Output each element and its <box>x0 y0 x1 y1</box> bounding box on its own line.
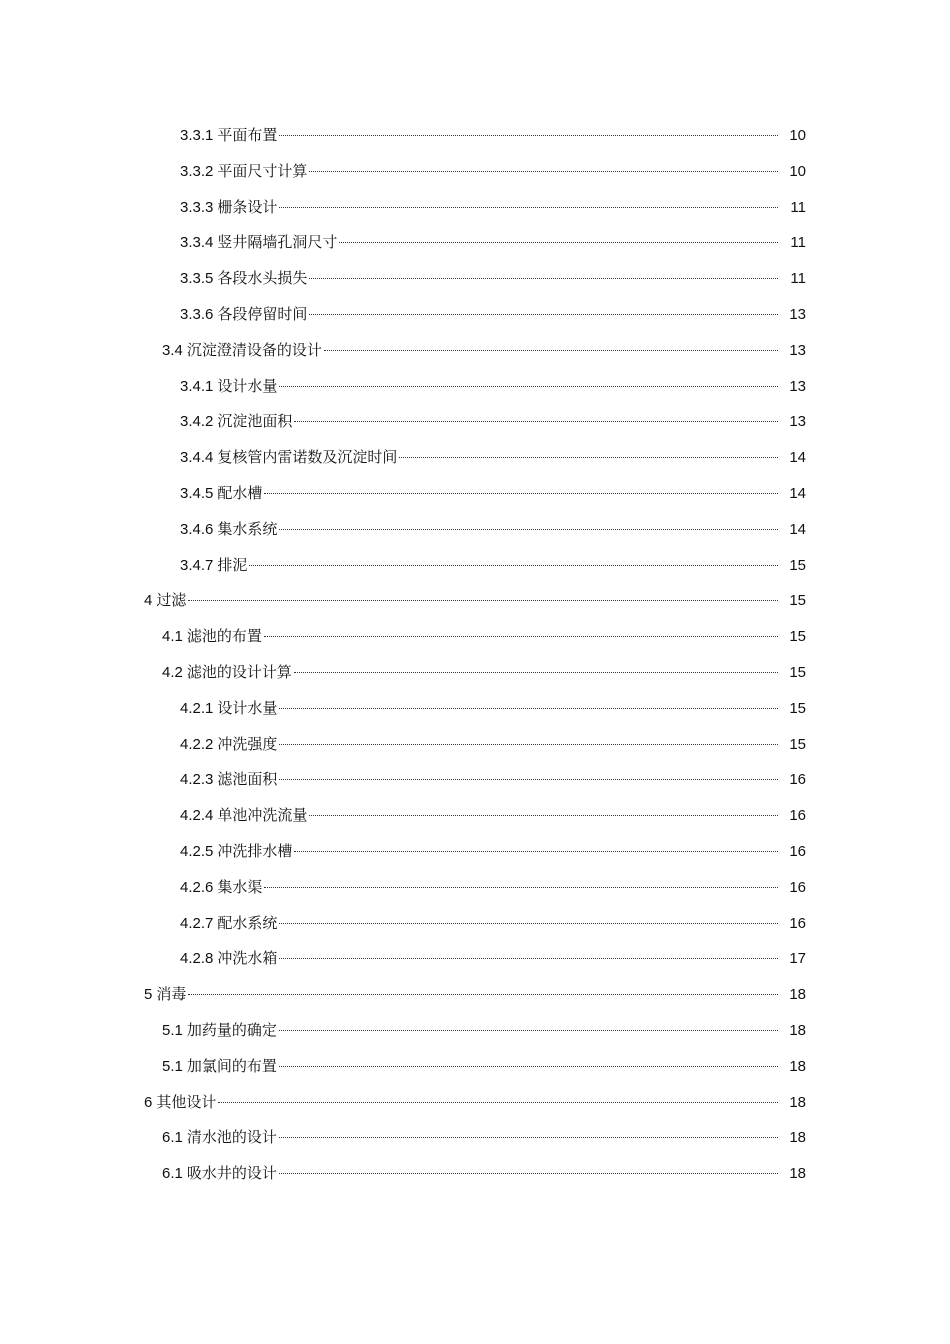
toc-entry-number: 4.2.3 <box>180 771 214 789</box>
toc-entry[interactable] <box>0 548 950 584</box>
toc-entry-page-number: 14 <box>789 484 806 502</box>
toc-entry[interactable] <box>0 225 950 261</box>
toc-entry-page-number: 10 <box>789 162 806 180</box>
toc-entry[interactable] <box>0 798 950 834</box>
toc-entry-heading <box>180 404 292 440</box>
toc-entry-number: 4.2.6 <box>180 878 214 896</box>
dot-leader <box>294 851 778 852</box>
toc-entry-title: 各段停留时间 <box>217 305 308 323</box>
toc-entry-number: 3.4.6 <box>180 520 214 538</box>
toc-entry-heading <box>180 870 262 906</box>
toc-entry[interactable] <box>0 1120 950 1156</box>
toc-entry-title: 沉淀池面积 <box>217 413 293 431</box>
toc-entry-title: 滤池面积 <box>217 771 278 789</box>
toc-entry-heading <box>180 225 337 261</box>
toc-entry-page-number: 17 <box>789 950 806 968</box>
toc-entry-page-number: 15 <box>789 699 806 717</box>
toc-entry-title: 加药量的确定 <box>186 1021 277 1039</box>
toc-entry-page-number: 11 <box>790 198 806 216</box>
toc-entry-number: 3.3.3 <box>180 198 214 216</box>
toc-entry-page-number: 16 <box>789 914 806 932</box>
toc-entry[interactable] <box>0 834 950 870</box>
toc-entry-title: 配水槽 <box>217 484 263 502</box>
toc-entry[interactable] <box>0 261 950 297</box>
toc-entry-heading <box>180 476 262 512</box>
dot-leader <box>279 529 778 530</box>
toc-entry-number: 4.2.8 <box>180 950 214 968</box>
toc-entry-page-number: 18 <box>789 1057 806 1075</box>
toc-entry-page-number: 15 <box>789 592 806 610</box>
toc-entry[interactable] <box>0 619 950 655</box>
toc-entry-title: 消毒 <box>156 986 187 1004</box>
dot-leader <box>264 887 778 888</box>
toc-entry-page-number: 15 <box>789 663 806 681</box>
toc-entry-page-number: 14 <box>789 520 806 538</box>
dot-leader <box>279 135 778 136</box>
toc-entry-page-number: 16 <box>789 878 806 896</box>
toc-entry[interactable] <box>0 977 950 1013</box>
toc-entry-heading <box>180 512 277 548</box>
toc-entry-heading <box>144 583 186 619</box>
toc-entry[interactable] <box>0 512 950 548</box>
toc-entry[interactable] <box>0 154 950 190</box>
toc-entry-number: 5.1 <box>162 1021 183 1039</box>
toc-entry-number: 4.2.2 <box>180 735 214 753</box>
toc-entry[interactable] <box>0 476 950 512</box>
dot-leader <box>339 242 778 243</box>
toc-entry-heading <box>180 440 397 476</box>
toc-entry-number: 3.4.4 <box>180 449 214 467</box>
toc-entry-heading <box>180 762 277 798</box>
dot-leader <box>279 923 778 924</box>
toc-entry[interactable] <box>0 941 950 977</box>
dot-leader <box>399 457 778 458</box>
dot-leader <box>294 421 778 422</box>
toc-entry-heading <box>162 1156 277 1192</box>
toc-entry[interactable] <box>0 727 950 763</box>
toc-entry[interactable] <box>0 404 950 440</box>
toc-entry-heading <box>162 1120 277 1156</box>
toc-entry-number: 4.2.7 <box>180 914 214 932</box>
toc-entry[interactable] <box>0 870 950 906</box>
toc-entry-heading <box>180 906 277 942</box>
toc-entry-heading <box>180 727 277 763</box>
toc-entry-page-number: 13 <box>789 305 806 323</box>
toc-entry-title: 单池冲洗流量 <box>217 807 308 825</box>
toc-entry-number: 4.2 <box>162 663 183 681</box>
toc-entry[interactable] <box>0 655 950 691</box>
dot-leader <box>279 386 778 387</box>
toc-entry-page-number: 18 <box>789 1021 806 1039</box>
toc-entry[interactable] <box>0 369 950 405</box>
toc-entry-number: 3.4.7 <box>180 556 214 574</box>
toc-entry-page-number: 18 <box>789 1129 806 1147</box>
toc-entry-title: 冲洗强度 <box>217 735 278 753</box>
dot-leader <box>309 314 778 315</box>
dot-leader <box>188 994 778 995</box>
toc-entry-heading <box>162 1049 277 1085</box>
toc-entry-heading <box>180 154 307 190</box>
dot-leader <box>279 958 778 959</box>
dot-leader <box>279 1030 778 1031</box>
toc-entry-title: 平面尺寸计算 <box>217 162 308 180</box>
dot-leader <box>264 493 778 494</box>
toc-entry-title: 沉淀澄清设备的设计 <box>186 341 322 359</box>
toc-entry-page-number: 15 <box>789 556 806 574</box>
dot-leader <box>279 207 778 208</box>
table-of-contents <box>0 118 950 1192</box>
toc-entry-title: 各段水头损失 <box>217 270 308 288</box>
toc-entry-number: 3.3.6 <box>180 305 214 323</box>
toc-entry-page-number: 16 <box>789 807 806 825</box>
toc-entry-page-number: 13 <box>789 377 806 395</box>
toc-entry-number: 6.1 <box>162 1165 183 1183</box>
dot-leader <box>279 744 778 745</box>
toc-entry[interactable] <box>0 118 950 154</box>
toc-entry[interactable] <box>0 297 950 333</box>
toc-entry-page-number: 18 <box>789 1093 806 1111</box>
toc-entry-page-number: 18 <box>789 986 806 1004</box>
dot-leader <box>309 278 778 279</box>
toc-entry-page-number: 16 <box>789 842 806 860</box>
toc-entry-title: 其他设计 <box>156 1093 217 1111</box>
toc-entry[interactable] <box>0 1085 950 1121</box>
toc-entry-number: 3.4.5 <box>180 484 214 502</box>
toc-entry[interactable] <box>0 691 950 727</box>
dot-leader <box>309 815 778 816</box>
toc-entry-heading <box>180 297 307 333</box>
toc-entry-heading <box>180 941 277 977</box>
toc-entry-page-number: 11 <box>790 270 806 288</box>
toc-entry-title: 集水系统 <box>217 520 278 538</box>
toc-entry-heading <box>180 118 277 154</box>
toc-entry-number: 3.4 <box>162 341 183 359</box>
toc-entry-heading <box>180 369 277 405</box>
toc-entry-heading <box>180 834 292 870</box>
dot-leader <box>294 672 778 673</box>
dot-leader <box>279 708 778 709</box>
toc-entry[interactable] <box>0 583 950 619</box>
toc-entry-number: 4.2.1 <box>180 699 214 717</box>
toc-entry[interactable] <box>0 762 950 798</box>
toc-entry-page-number: 18 <box>789 1165 806 1183</box>
toc-entry-heading <box>180 798 307 834</box>
dot-leader <box>324 350 778 351</box>
toc-entry-number: 3.3.2 <box>180 162 214 180</box>
toc-entry-number: 3.3.4 <box>180 234 214 252</box>
toc-entry-page-number: 15 <box>789 735 806 753</box>
toc-entry-heading <box>162 333 322 369</box>
toc-entry-title: 冲洗水箱 <box>217 950 278 968</box>
dot-leader <box>309 171 778 172</box>
toc-entry-number: 4.2.5 <box>180 842 214 860</box>
toc-entry-heading <box>162 1013 277 1049</box>
toc-entry-number: 4.1 <box>162 628 183 646</box>
toc-entry-title: 冲洗排水槽 <box>217 842 293 860</box>
toc-entry-page-number: 11 <box>790 234 806 252</box>
toc-entry-number: 5.1 <box>162 1057 183 1075</box>
toc-entry-number: 3.4.2 <box>180 413 214 431</box>
dot-leader <box>279 1173 778 1174</box>
toc-entry-title: 滤池的设计计算 <box>186 663 292 681</box>
toc-entry-page-number: 13 <box>789 413 806 431</box>
toc-entry[interactable] <box>0 440 950 476</box>
toc-entry[interactable] <box>0 1013 950 1049</box>
toc-entry-title: 集水渠 <box>217 878 263 896</box>
toc-entry-page-number: 14 <box>789 449 806 467</box>
toc-entry[interactable] <box>0 1049 950 1085</box>
toc-entry-heading <box>144 977 186 1013</box>
toc-entry-number: 4 <box>144 592 153 610</box>
dot-leader <box>264 636 778 637</box>
dot-leader <box>188 600 778 601</box>
toc-entry-number: 3.4.1 <box>180 377 214 395</box>
toc-entry[interactable] <box>0 1156 950 1192</box>
toc-entry-heading <box>162 619 262 655</box>
toc-entry-title: 配水系统 <box>217 914 278 932</box>
toc-entry-heading <box>144 1085 216 1121</box>
dot-leader <box>279 1066 778 1067</box>
toc-entry-page-number: 15 <box>789 628 806 646</box>
dot-leader <box>249 565 778 566</box>
dot-leader <box>279 1137 778 1138</box>
toc-entry-title: 滤池的布置 <box>186 628 262 646</box>
toc-entry-title: 加氯间的布置 <box>186 1057 277 1075</box>
toc-entry-number: 3.3.5 <box>180 270 214 288</box>
toc-entry-title: 清水池的设计 <box>186 1129 277 1147</box>
dot-leader <box>218 1102 778 1103</box>
toc-entry-number: 3.3.1 <box>180 127 214 144</box>
toc-entry-number: 6 <box>144 1093 153 1111</box>
toc-entry-number: 6.1 <box>162 1129 183 1147</box>
toc-entry[interactable] <box>0 190 950 226</box>
toc-entry-title: 栅条设计 <box>217 198 278 216</box>
toc-entry-title: 吸水井的设计 <box>186 1165 277 1183</box>
toc-entry-heading <box>180 691 277 727</box>
toc-entry[interactable] <box>0 906 950 942</box>
dot-leader <box>279 779 778 780</box>
toc-entry-heading <box>162 655 292 691</box>
toc-entry-number: 5 <box>144 986 153 1004</box>
toc-entry-page-number: 10 <box>789 127 806 144</box>
toc-entry-page-number: 13 <box>789 341 806 359</box>
toc-entry-title: 平面布置 <box>217 127 278 144</box>
toc-entry-title: 设计水量 <box>217 377 278 395</box>
toc-entry-page-number: 16 <box>789 771 806 789</box>
toc-entry-heading <box>180 548 247 584</box>
toc-entry-heading <box>180 261 307 297</box>
toc-entry-heading <box>180 190 277 226</box>
toc-entry-title: 排泥 <box>217 556 248 574</box>
toc-entry[interactable] <box>0 333 950 369</box>
toc-entry-title: 设计水量 <box>217 699 278 717</box>
toc-entry-title: 过滤 <box>156 592 187 610</box>
toc-entry-title: 复核管内雷诺数及沉淀时间 <box>217 449 398 467</box>
toc-entry-number: 4.2.4 <box>180 807 214 825</box>
toc-entry-title: 竖井隔墙孔洞尺寸 <box>217 234 338 252</box>
